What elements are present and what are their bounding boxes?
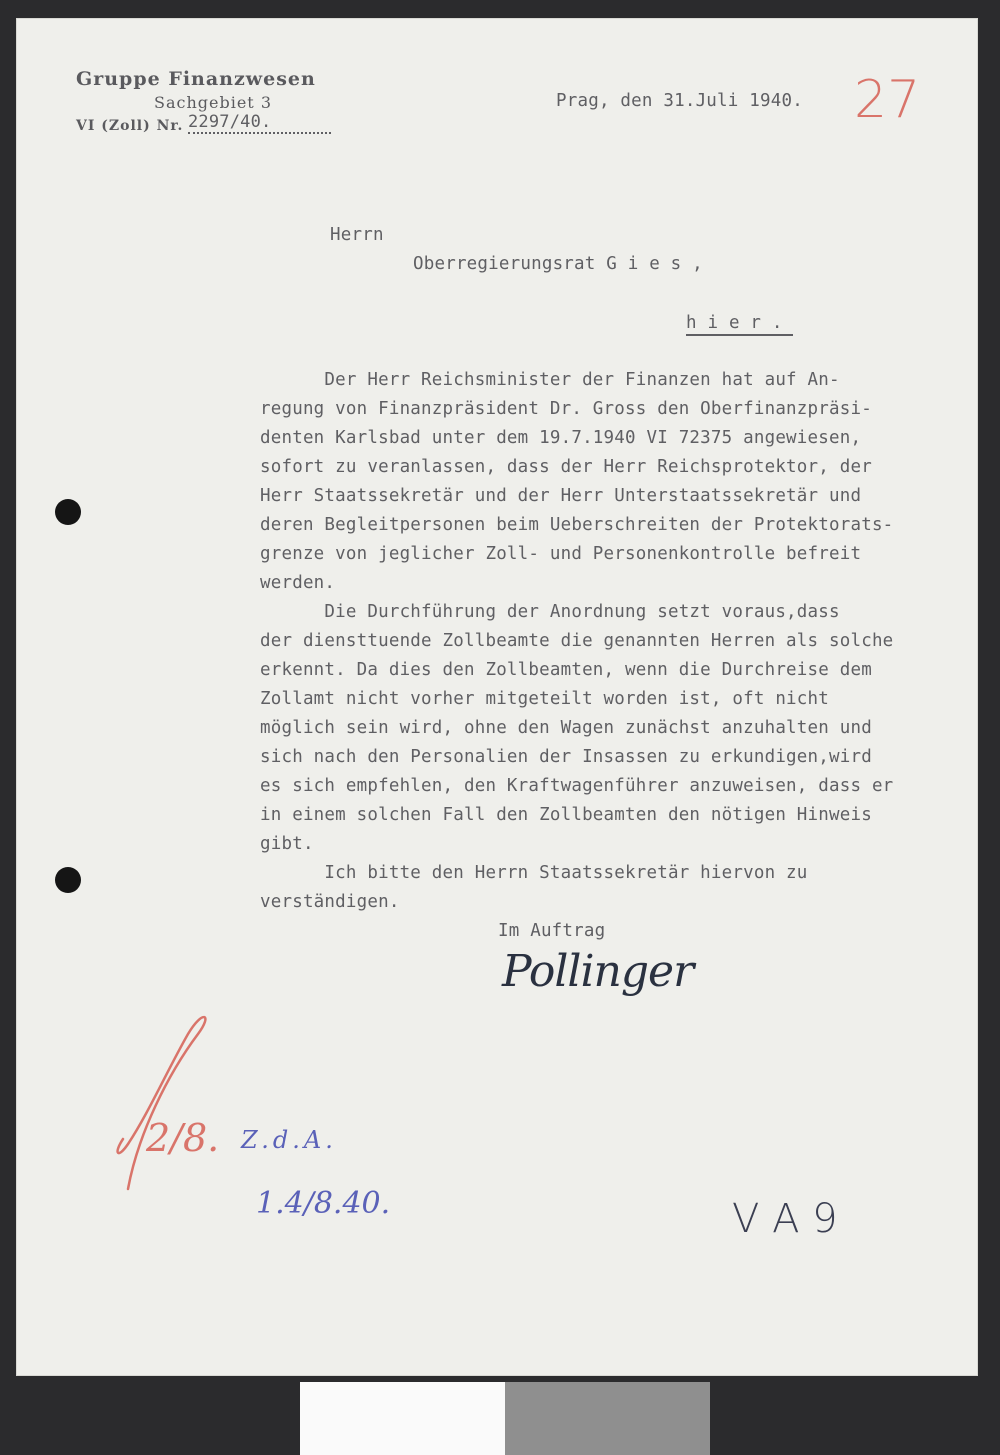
body-line: deren Begleitpersonen beim Ueberschreiten der Protektorats-: [260, 515, 894, 535]
body-line: denten Karlsbad unter dem 19.7.1940 VI 72375 angewiesen,: [260, 428, 862, 448]
calibration-gray: [505, 1382, 710, 1455]
body-line: Die Durchführung der Anordnung setzt voraus,dass: [260, 602, 840, 622]
calibration-white: [300, 1382, 505, 1455]
reference-number: 2297/40.: [188, 112, 331, 134]
punch-hole-bottom: [55, 867, 81, 893]
blue-date: 1.4/8.40.: [256, 1186, 391, 1221]
body-line: Zollamt nicht vorher mitgeteilt worden ist, oft nicht: [260, 689, 830, 709]
body-line: sich nach den Personalien der Insassen zu erkundigen,wird: [260, 747, 872, 767]
folio-number: 27: [854, 70, 921, 130]
body-line: Herr Staatssekretär und der Herr Unterstaatssekretär und: [260, 486, 862, 506]
document-sheet: [16, 18, 978, 1376]
punch-hole-top: [55, 499, 81, 525]
place-date: Prag, den 31.Juli 1940.: [556, 91, 803, 111]
body-line: möglich sein wird, ohne den Wagen zunächst anzuhalten und: [260, 718, 872, 738]
letterhead-section: Sachgebiet 3: [154, 93, 272, 112]
letterhead-group: Gruppe Finanzwesen: [76, 68, 316, 90]
recipient: Oberregierungsrat G i e s ,: [413, 254, 703, 274]
body-line: werden.: [260, 573, 336, 593]
body-line: regung von Finanzpräsident Dr. Gross den Oberfinanzpräsi-: [260, 399, 872, 419]
red-initials: 2/8.: [146, 1116, 220, 1160]
signature: Pollinger: [502, 946, 694, 997]
body-line: verständigen.: [260, 892, 400, 912]
letterhead-ref-prefix: VI (Zoll) Nr.: [76, 118, 184, 134]
body-line: der diensttuende Zollbeamte die genannten Herren als solche: [260, 631, 894, 651]
red-pencil-loop: [108, 1014, 218, 1194]
locality: h i e r .: [686, 313, 793, 336]
body-line: grenze von jeglicher Zoll- und Personenkontrolle befreit: [260, 544, 862, 564]
body-line: es sich empfehlen, den Kraftwagenführer anzuweisen, dass er: [260, 776, 894, 796]
body-line: sofort zu veranlassen, dass der Herr Reichsprotektor, der: [260, 457, 872, 477]
blue-mark: Z.d.A.: [241, 1126, 337, 1154]
closing-authority: Im Auftrag: [498, 921, 606, 941]
body-line: erkennt. Da dies den Zollbeamten, wenn die Durchreise dem: [260, 660, 872, 680]
salutation: Herrn: [330, 225, 384, 245]
file-code: V A 9: [732, 1196, 838, 1242]
body-line: in einem solchen Fall den Zollbeamten den nötigen Hinweis: [260, 805, 872, 825]
body-line: Der Herr Reichsminister der Finanzen hat auf An-: [260, 370, 840, 390]
body-line: Ich bitte den Herrn Staatssekretär hiervon zu: [260, 863, 808, 883]
body-line: gibt.: [260, 834, 314, 854]
